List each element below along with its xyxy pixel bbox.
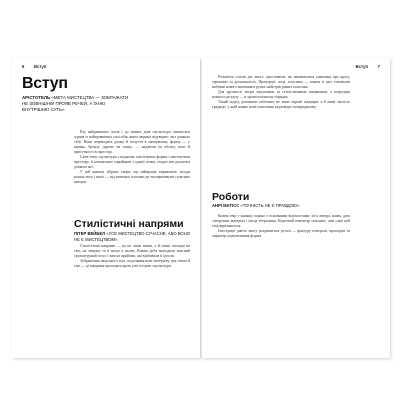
body-column: [212, 214, 350, 239]
quote-author: АРІСТОТЕЛЬ: [22, 95, 51, 100]
quote-author: ПІТЕР ВЕЙБЕЛ: [74, 231, 106, 236]
body-column: [74, 130, 190, 186]
quote-author: АНРІ МАТІСС: [212, 203, 240, 208]
paragraph: Від найдавніших часів і до наших днів скульптура лишається одним із найтривкіших способів, яким людина відтворює світ довкола себе. Вона переводить думку й почуття в матеріальну форму — у камінь, бронзу, дерево чи глину, — надаючи їм обсягу, ваги й присутності в просторі.: [74, 130, 190, 155]
quote-text: «МЕТА МИСТЕЦТВА — ЗОБРАЖАТИ НЕ ЗОВНІШНІЙ ПРОЯВ РЕЧЕЙ, А ЇХНЮ ВНУТРІШНЮ СУТЬ».: [22, 95, 129, 112]
paragraph: Такий підхід допомагає побачити не лише окремі шедеври, а й живу тяглість традиції, у якій кожне нове покоління відповідає попередньому.: [212, 100, 350, 110]
page-number: 6: [22, 64, 25, 69]
paragraph: Розмаїття стилів дає змогу простежити, як змінювалися уявлення про красу, гармонію та досконалість. Пропорції, поза, пластика — кожен із цих елементів набував нового значення в руках майстрів різних поколінь.: [212, 75, 350, 90]
right-page: [202, 58, 390, 358]
paragraph: Стилістичні напрями — це не лише назви, а й певні погляди на світ, на людину та її місце в ньому. Кожна доба знаходила власний скульптурний голос і власні прийоми, які відбивали її ідеали.: [74, 244, 190, 259]
running-title: Вступ: [355, 64, 368, 69]
paragraph: Кожен твір у книжці подано з основними відомостями: ім’я автора, назва, дата створення, матеріал і місце зберігання. Короткий коментар пояснює, чим саме цей твір вирізняється.: [212, 214, 350, 229]
chapter-title: Вступ: [22, 75, 68, 92]
section-heading: Стилістичні напрями: [74, 218, 184, 230]
quote-text: «УСЕ МИСТЕЦТВО СУЧАСНЕ, АБО ВОНО НЕ Є МИСТЕЦТВОМ».: [74, 231, 190, 242]
paragraph: У цій книжці зібрано твори, що найкраще виражають засади різних епох і шкіл — від античної класики до експериментів сучасних авторів.: [74, 170, 190, 185]
paragraph: Для зручності твори згруповано за стилістичними напрямами, а всередині кожного розділу — в хронологічному порядку.: [212, 90, 350, 100]
body-column: [74, 244, 190, 269]
paragraph: Ілюстрації дають змогу роздивитися деталі — фактуру поверхні, пропорції та характер моделювання форми.: [212, 229, 350, 239]
paragraph: Саме тому скульптура є водночас мистецтвом форми і мистецтвом простору: її неможливо сприйняти з однієї точки, глядач має рухатися довкола неї.: [74, 155, 190, 170]
epigraph-quote: [22, 95, 132, 113]
quote-text: «ТОЧНІСТЬ НЕ Є ПРАВДОЮ».: [239, 203, 301, 208]
page-number: 7: [377, 64, 380, 69]
body-column: [212, 75, 350, 110]
running-title: Вступ: [34, 64, 47, 69]
section-heading: Роботи: [212, 191, 250, 203]
section-quote: [74, 231, 190, 242]
paragraph: Зображення людського тіла, подолання ваги матеріалу, гра світла й тіні — ці завдання проходять крізь усю історію скульптури.: [74, 259, 190, 269]
left-page: [12, 58, 200, 358]
section-quote: [212, 203, 350, 209]
